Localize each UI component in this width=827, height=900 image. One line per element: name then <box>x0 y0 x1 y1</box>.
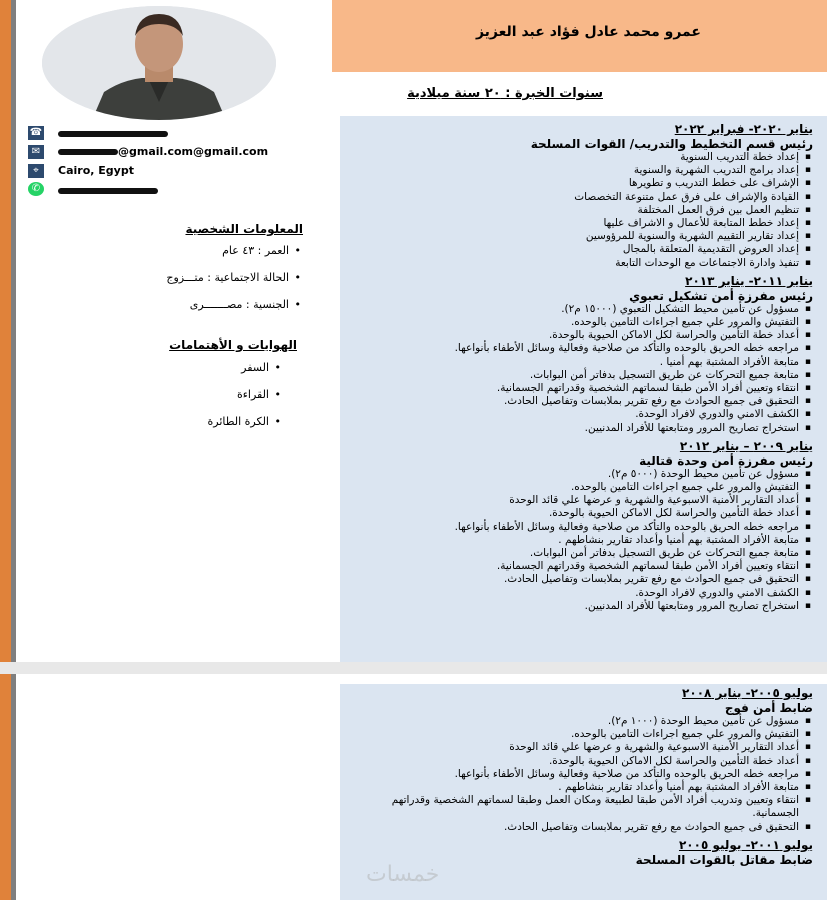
job-duty: ▪ التحقيق فى جميع الحوادث مع رفع تقرير بملابسات وتفاصيل الحادث. <box>353 821 813 834</box>
job-duty: ▪ مسؤول عن تأمين محيط الوحدة (١٠٠٠ م٢). <box>353 715 813 728</box>
job-title: رئيس مفرزة أمن تشكيل تعبوي <box>629 288 813 303</box>
job-duty: ▪ مراجعه خطه الحريق بالوحده والتأكد من صلاحية وفعالية وسائل الأطفاء بأنواعها. <box>353 768 813 781</box>
job-entry <box>353 686 813 834</box>
job-duty: ▪ استخراج تصاريح المرور ومتابعتها للأفراد المدنيين. <box>353 600 813 613</box>
job-duty: ▪ إعداد تقارير التقييم الشهرية والسنوية للمرؤوسين <box>353 230 813 243</box>
name-banner <box>332 0 827 72</box>
job-duty: ▪ مراجعه خطه الحريق بالوحده والتأكد من صلاحية وفعالية وسائل الأطفاء بأنواعها. <box>353 342 813 355</box>
phone-icon: ☎ <box>29 127 43 138</box>
job-duty: ▪ التفتيش والمرور علي جميع اجراءات التامين بالوحده. <box>353 728 813 741</box>
job-duty: ▪ الكشف الامني والدوري لافراد الوحدة. <box>353 587 813 600</box>
job-duty: ▪ إعداد العروض التقديمية المتعلقة بالمجال <box>353 243 813 256</box>
profile-photo <box>42 6 276 120</box>
job-duty: ▪ التفتيش والمرور علي جميع اجراءات التامين بالوحده. <box>353 481 813 494</box>
left-accent-strip <box>0 0 16 662</box>
job-duty: ▪ انتقاء وتعيين وتدريب أفراد الأمن طبقا لطبيعة ومكان العمل وطبقا لسماتهم الشخصية وقدراتهم الجسمانية. <box>353 794 813 820</box>
personal-info-heading: المعلومات الشخصية <box>185 222 303 236</box>
job-list-page2 <box>353 686 813 871</box>
job-duty: ▪ متابعة جميع التحركات عن طريق التسجيل بدفاتر أمن البوابات. <box>353 369 813 382</box>
hobbies-list <box>208 361 270 442</box>
job-duty: ▪ متابعة الأفراد المشتبة بهم أمنيا . <box>353 356 813 369</box>
job-duty: ▪ تنظيم العمل بين فرق العمل المختلفة <box>353 204 813 217</box>
job-duty: ▪ القيادة والإشراف على فرق عمل متنوعة التخصصات <box>353 191 813 204</box>
whatsapp-icon: ✆ <box>28 182 44 196</box>
job-duty: ▪ أعداد التقارير الأمنية الاسبوعية والشهرية و عرضها علي قائد الوحدة <box>353 494 813 507</box>
job-duty: ▪ أعداد خطة التأمين والحراسة لكل الاماكن الحيوية بالوحدة. <box>353 507 813 520</box>
job-list <box>353 122 813 617</box>
job-date: يناير ٢٠١١- يناير ٢٠١٣ <box>685 273 813 288</box>
job-duty: ▪ متابعة الأفراد المشتبة بهم أمنيا وأعداد تقارير بنشاطهم . <box>353 534 813 547</box>
job-duty: ▪ متابعة الأفراد المشتبة بهم أمنيا وأعداد تقارير بنشاطهم . <box>353 781 813 794</box>
location-text: Cairo, Egypt <box>58 164 134 177</box>
personal-info-list <box>166 244 289 325</box>
email-text[interactable]: @gmail.com@gmail.com <box>118 145 269 158</box>
job-duty: ▪ تنفيذ وادارة الاجتماعات مع الوحدات التابعة <box>353 257 813 270</box>
job-date: يوليو ٢٠٠١- يوليو ٢٠٠٥ <box>678 837 813 852</box>
personal-info-item: الحالة الاجتماعية : متـــزوج • <box>166 271 289 284</box>
job-duty: ▪ استخراج تصاريح المرور ومتابعتها للأفراد المدنيين. <box>353 422 813 435</box>
job-duty: ▪ مسؤول عن تأمين محيط التشكيل التعبوي (١٥٠٠٠ م٢). <box>353 303 813 316</box>
job-title: رئيس مفرزة أمن وحدة قتالية <box>639 453 813 468</box>
job-date: يناير ٢٠٢٠- فبراير ٢٠٢٢ <box>674 122 813 136</box>
job-duty: ▪ أعداد خطة التأمين والحراسة لكل الاماكن الحيوية بالوحدة. <box>353 755 813 768</box>
envelope-icon: ✉ <box>28 145 44 159</box>
job-duty: ▪ متابعة جميع التحركات عن طريق التسجيل بدفاتر أمن البوابات. <box>353 547 813 560</box>
location-pin-icon: ⌖ <box>28 164 44 178</box>
job-duty: ▪ أعداد خطة التأمين والحراسة لكل الاماكن الحيوية بالوحدة. <box>353 329 813 342</box>
job-duty: ▪ انتقاء وتعيين أفراد الأمن طبقا لسماتهم الشخصية وقدراتهم الجسمانية. <box>353 560 813 573</box>
hobbies-heading: الهوايات و الأهتمامات <box>169 338 297 352</box>
hobby-item: الكرة الطائرة • <box>208 415 270 428</box>
full-name: عمرو محمد عادل فؤاد عبد العزيز <box>475 24 701 40</box>
job-entry <box>353 274 813 435</box>
hobby-item: السفر • <box>208 361 270 374</box>
job-date: يناير ٢٠٠٩ – يناير ٢٠١٢ <box>679 438 813 453</box>
job-entry <box>353 122 813 270</box>
hobby-item: القراءة • <box>208 388 270 401</box>
job-duty: ▪ التفتيش والمرور علي جميع اجراءات التامين بالوحده. <box>353 316 813 329</box>
job-date: يوليو ٢٠٠٥- يناير ٢٠٠٨ <box>682 686 813 700</box>
job-title: ضابط أمن فوج <box>724 701 813 715</box>
job-duty: ▪ أعداد التقارير الأمنية الاسبوعية والشهرية و عرضها علي قائد الوحدة <box>353 741 813 754</box>
experience-panel <box>340 116 827 662</box>
whatsapp-redacted <box>58 188 158 194</box>
experience-years: سنوات الخبرة : ٢٠ سنة ميلادية <box>407 86 603 101</box>
email-redacted <box>58 149 118 155</box>
personal-info-item: الجنسية : مصـــــــرى • <box>166 298 289 311</box>
job-duty: ▪ مراجعه خطه الحريق بالوحده والتأكد من صلاحية وفعالية وسائل الأطفاء بأنواعها. <box>353 521 813 534</box>
phone-redacted <box>58 131 168 137</box>
personal-info-item: العمر : ٤٣ عام • <box>166 244 289 257</box>
job-duty: ▪ الإشراف على خطط التدريب و تطويرها <box>353 177 813 190</box>
job-duty: ▪ التحقيق فى جميع الحوادث مع رفع تقرير بملابسات وتفاصيل الحادث. <box>353 395 813 408</box>
job-duty: ▪ الكشف الامني والدوري لافراد الوحدة. <box>353 408 813 421</box>
job-duty: ▪ إعداد خطة التدريب السنوية <box>353 151 813 164</box>
page-gap <box>0 662 827 674</box>
job-title: رئيس قسم التخطيط والتدريب/ القوات المسلحة <box>530 137 813 151</box>
watermark: خمسات <box>366 862 440 887</box>
job-duty: ▪ التحقيق فى جميع الحوادث مع رفع تقرير بملابسات وتفاصيل الحادث. <box>353 573 813 586</box>
job-title: ضابط مقاتل بالقوات المسلحة <box>635 852 813 867</box>
job-duty: ▪ مسؤول عن تأمين محيط الوحدة (٥٠٠٠ م٢). <box>353 468 813 481</box>
left-accent-strip-page2 <box>0 674 16 900</box>
job-duty: ▪ إعداد خطط المتابعة للأعمال و الاشراف عليها <box>353 217 813 230</box>
job-duty: ▪ إعداد برامج التدريب الشهرية والسنوية <box>353 164 813 177</box>
job-entry <box>353 439 813 613</box>
job-duty: ▪ انتقاء وتعيين أفراد الأمن طبقا لسماتهم الشخصية وقدراتهم الجسمانية. <box>353 382 813 395</box>
